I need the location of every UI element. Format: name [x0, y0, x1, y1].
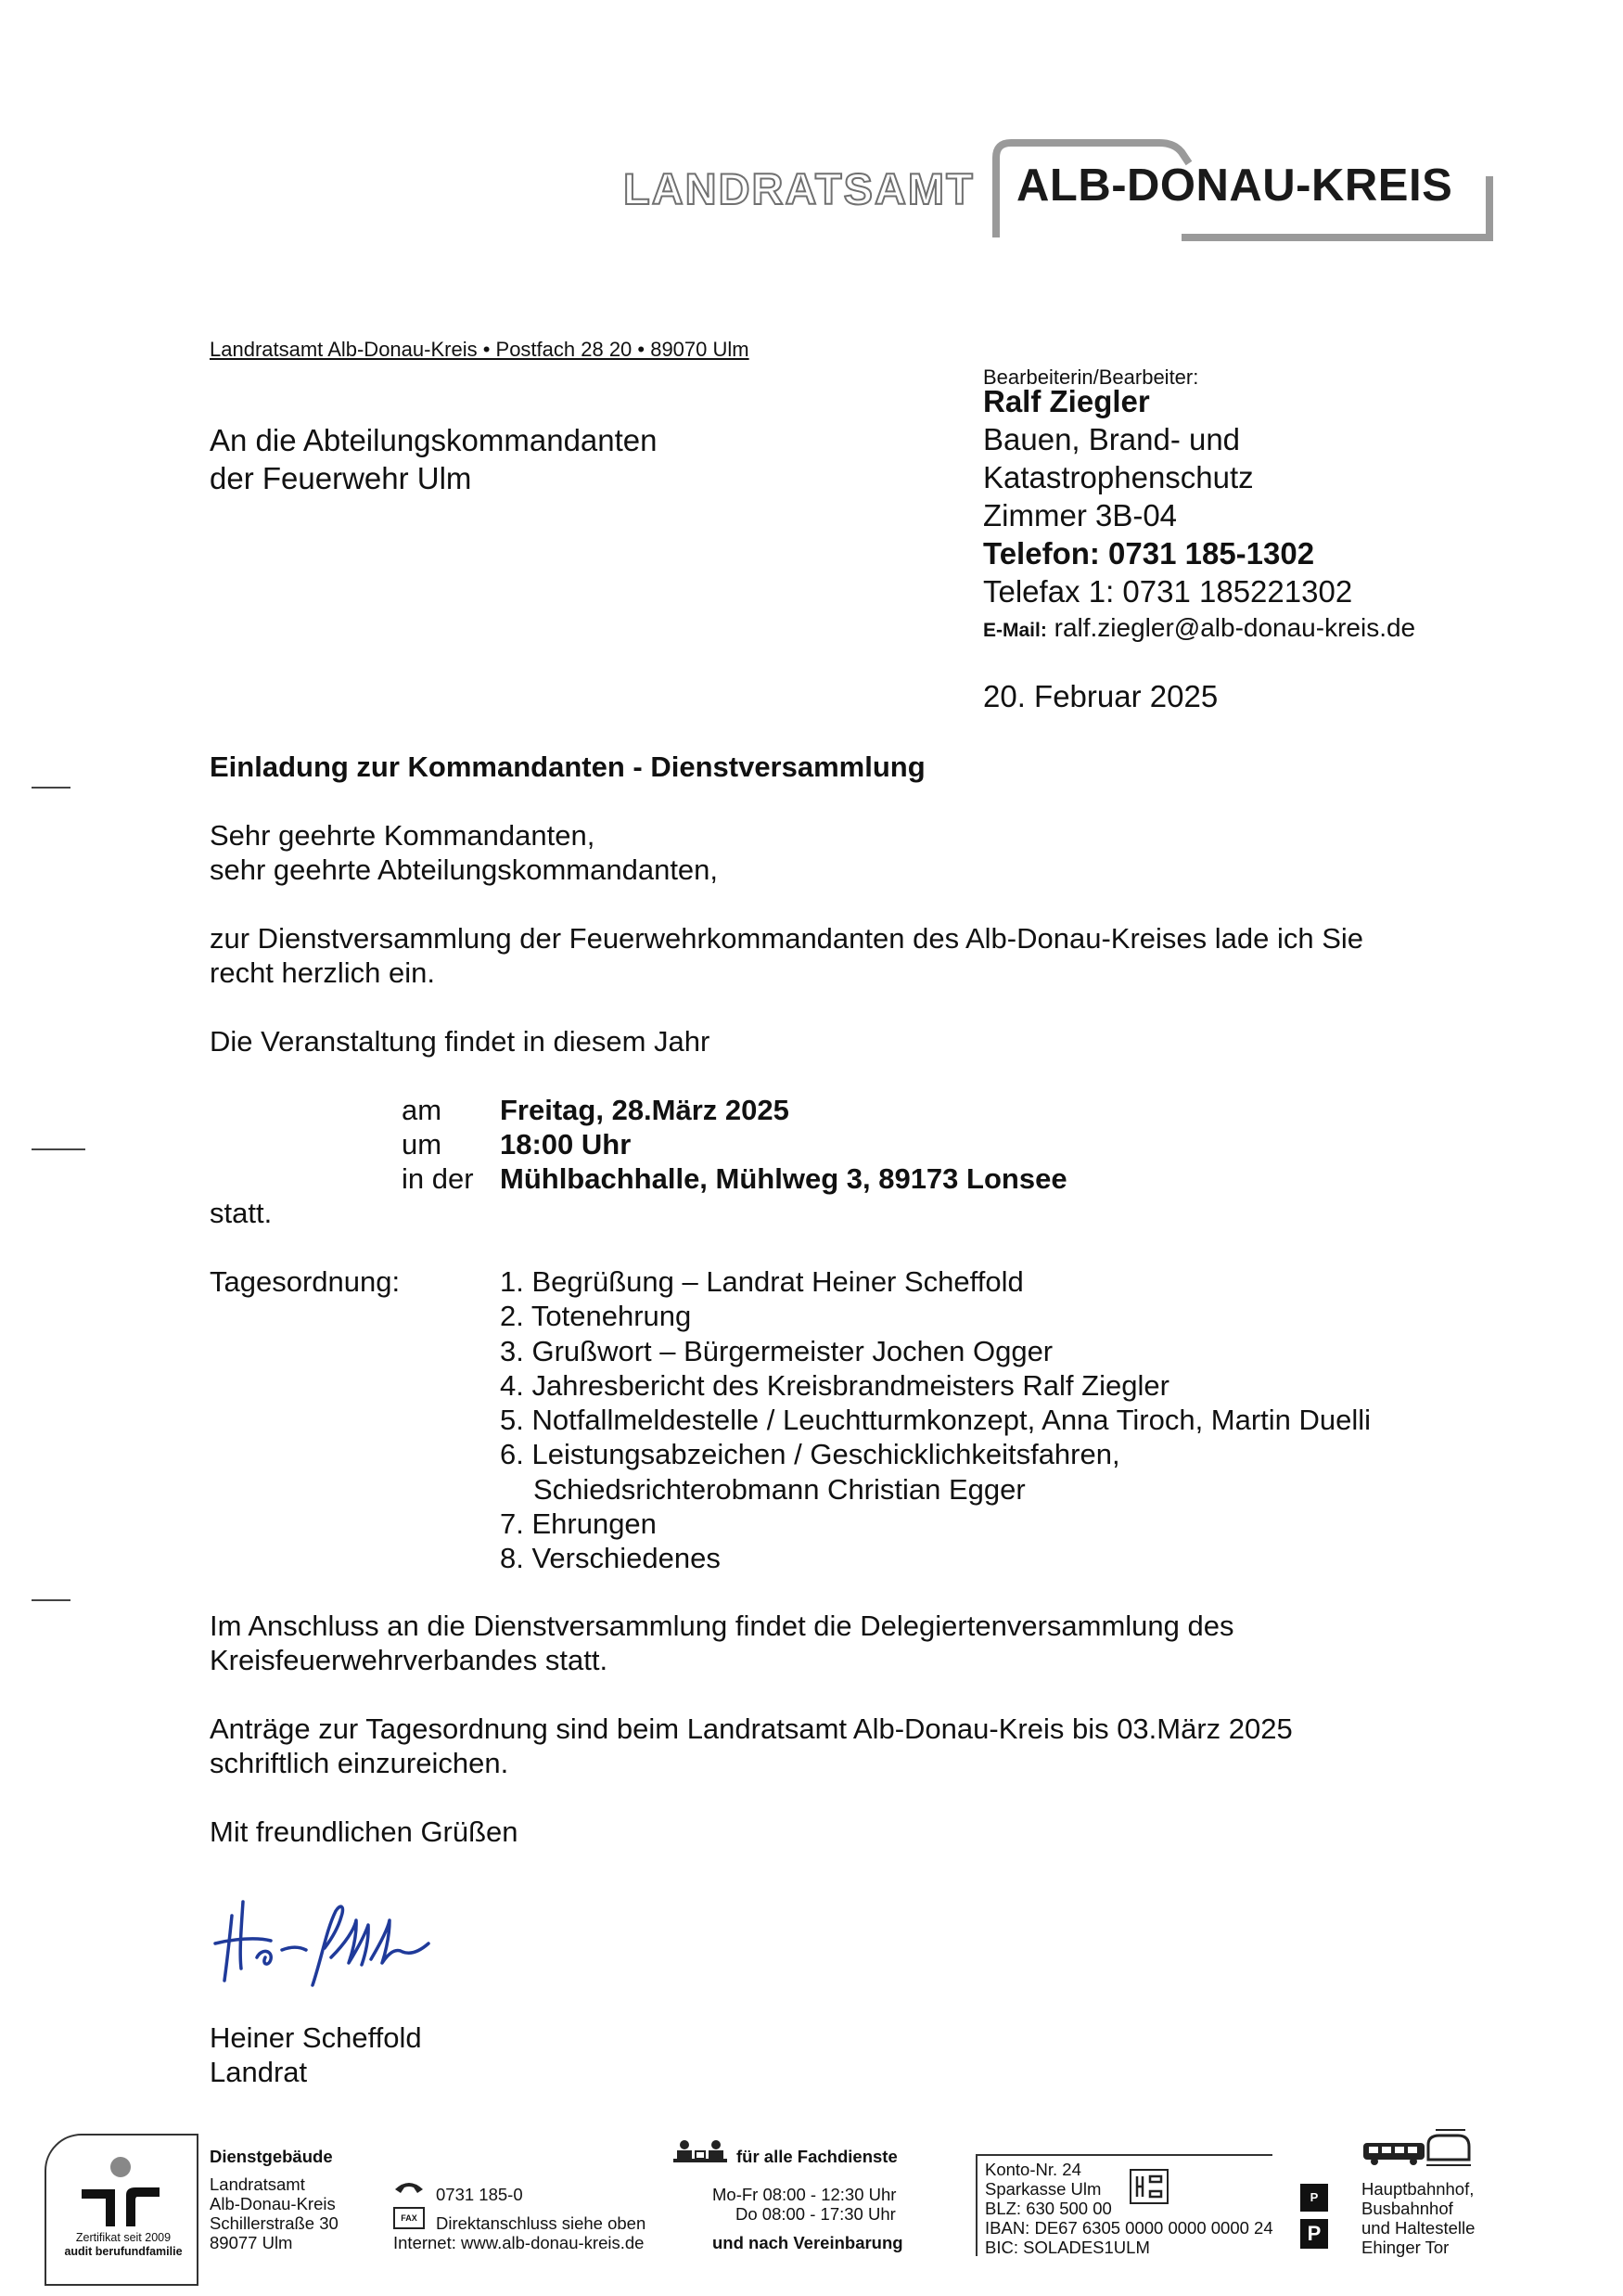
contact-department-1: Bauen, Brand- und	[983, 422, 1241, 456]
contact-room: Zimmer 3B-04	[983, 498, 1178, 532]
transport-line-2: Busbahnhof	[1361, 2199, 1453, 2218]
signer-name: Heiner Scheffold	[210, 2021, 422, 2054]
telephone-icon	[393, 2176, 425, 2199]
event-date: Freitag, 28.März 2025	[500, 1094, 789, 1126]
sender-return-address: Landratsamt Alb-Donau-Kreis • Postfach 28 20 • 89070 Ulm	[210, 338, 749, 361]
footer-internet[interactable]: Internet: www.alb-donau-kreis.de	[393, 2233, 645, 2252]
building-line-2: Alb-Donau-Kreis	[210, 2194, 336, 2213]
agenda-item: 1. Begrüßung – Landrat Heiner Scheffold	[500, 1265, 1024, 1298]
agenda-item: 5. Notfallmeldestelle / Leuchtturmkonzept, Anna Tiroch, Martin Duelli	[500, 1404, 1372, 1437]
footer-phone-number: 0731 185-0	[436, 2185, 523, 2204]
paragraph-2: Die Veranstaltung findet in diesem Jahr	[210, 1025, 710, 1058]
paragraph-1-line-2: recht herzlich ein.	[210, 956, 435, 989]
event-time: 18:00 Uhr	[500, 1128, 632, 1161]
contact-label: Bearbeiterin/Bearbeiter:	[983, 366, 1199, 389]
hours-mo-fr: Mo-Fr 08:00 - 12:30 Uhr	[712, 2185, 897, 2204]
contact-phone: Telefon: 0731 185-1302	[983, 536, 1315, 571]
letter-subject: Einladung zur Kommandanten - Dienstversammlung	[210, 750, 926, 783]
agenda-item: 2. Totenehrung	[500, 1300, 692, 1333]
bank-line-1: Konto-Nr. 24	[985, 2160, 1081, 2179]
building-line-1: Landratsamt	[210, 2174, 305, 2194]
letterhead-landratsamt: LANDRATSAMT	[623, 164, 975, 213]
signature	[206, 1892, 438, 1995]
agenda-item: 7. Ehrungen	[500, 1507, 657, 1541]
certificate-line-2: audit berufundfamilie	[64, 2245, 183, 2258]
disabled-parking-label: P	[1310, 2190, 1319, 2204]
hours-extra: und nach Vereinbarung	[712, 2233, 903, 2252]
paragraph-4-line-1: Anträge zur Tagesordnung sind beim Landratsamt Alb-Donau-Kreis bis 03.März 2025	[210, 1712, 1293, 1745]
paragraph-3-line-2: Kreisfeuerwehrverbandes statt.	[210, 1644, 608, 1676]
contact-department-2: Katastrophenschutz	[983, 460, 1254, 494]
recipient-line-2: der Feuerwehr Ulm	[210, 461, 472, 495]
certificate-line-1: Zertifikat seit 2009	[75, 2231, 172, 2244]
contact-name: Ralf Ziegler	[983, 384, 1150, 418]
bus-train-icon	[1361, 2128, 1473, 2167]
agenda-item: 8. Verschiedenes	[500, 1542, 721, 1575]
greeting-line-2: sehr geehrte Abteilungskommandanten,	[210, 853, 719, 886]
bank-line-3: BLZ: 630 500 00	[985, 2199, 1112, 2218]
agenda-item: 3. Grußwort – Bürgermeister Jochen Ogger	[500, 1334, 1054, 1367]
letterhead-alb-donau-kreis: ALB-DONAU-KREIS	[1016, 160, 1453, 211]
recipient-line-1: An die Abteilungskommandanten	[210, 423, 658, 457]
closing: Mit freundlichen Grüßen	[210, 1815, 518, 1848]
paragraph-3-line-1: Im Anschluss an die Dienstversammlung findet die Delegiertenversammlung des	[210, 1610, 1234, 1642]
letter-date: 20. Februar 2025	[983, 679, 1219, 713]
contact-email-row	[983, 609, 1415, 649]
bank-line-4: IBAN: DE67 6305 0000 0000 0000 24	[985, 2218, 1273, 2238]
disabled-parking-icon	[1300, 2184, 1328, 2212]
building-heading: Dienstgebäude	[210, 2147, 333, 2166]
certificate-text	[54, 2231, 193, 2259]
contact-fax: Telefax 1: 0731 185221302	[983, 574, 1353, 609]
bank-line-5: BIC: SOLADES1ULM	[985, 2238, 1150, 2257]
hours-heading: für alle Fachdienste	[736, 2147, 898, 2166]
event-location-label: in der	[402, 1162, 474, 1195]
contact-email[interactable]: ralf.ziegler@alb-donau-kreis.de	[1054, 613, 1416, 642]
service-desk-icon	[673, 2138, 727, 2170]
hours-do: Do 08:00 - 17:30 Uhr	[735, 2204, 896, 2224]
transport-line-3: und Haltestelle	[1361, 2218, 1476, 2238]
event-location: Mühlbachhalle, Mühlweg 3, 89173 Lonsee	[500, 1162, 1067, 1195]
statt-line: statt.	[210, 1197, 273, 1229]
fax-icon: FAX	[393, 2207, 425, 2229]
building-line-3: Schillerstraße 30	[210, 2213, 339, 2233]
fold-mark-top	[32, 787, 70, 789]
footer-direct-line: Direktanschluss siehe oben	[436, 2213, 646, 2233]
contact-email-label: E-Mail:	[983, 620, 1047, 641]
agenda-item: 4. Jahresbericht des Kreisbrandmeisters Ralf Ziegler	[500, 1368, 1169, 1402]
paragraph-4-line-2: schriftlich einzureichen.	[210, 1747, 509, 1779]
bank-line-2: Sparkasse Ulm	[985, 2179, 1102, 2199]
event-time-label: um	[402, 1128, 442, 1161]
agenda-item: 6. Leistungsabzeichen / Geschicklichkeitsfahren,	[500, 1438, 1120, 1471]
fold-mark-middle	[32, 1148, 85, 1150]
agenda-list	[500, 1264, 1371, 1576]
event-date-label: am	[402, 1094, 442, 1126]
greeting-line-1: Sehr geehrte Kommandanten,	[210, 819, 595, 852]
sparkasse-icon	[1130, 2169, 1169, 2204]
parking-icon: P	[1300, 2219, 1328, 2249]
transport-line-4: Ehinger Tor	[1361, 2238, 1450, 2257]
transport-line-1: Hauptbahnhof,	[1361, 2179, 1475, 2199]
signer-title: Landrat	[210, 2056, 308, 2088]
fold-mark-bottom	[32, 1599, 70, 1601]
audit-berufundfamilie-icon	[78, 2154, 163, 2228]
agenda-item-continuation: Schiedsrichterobmann Christian Egger	[533, 1472, 1026, 1506]
building-line-4: 89077 Ulm	[210, 2233, 293, 2252]
agenda-label: Tagesordnung:	[210, 1265, 401, 1298]
paragraph-1-line-1: zur Dienstversammlung der Feuerwehrkommandanten des Alb-Donau-Kreises lade ich Sie	[210, 922, 1364, 955]
footer-divider	[197, 2134, 198, 2282]
